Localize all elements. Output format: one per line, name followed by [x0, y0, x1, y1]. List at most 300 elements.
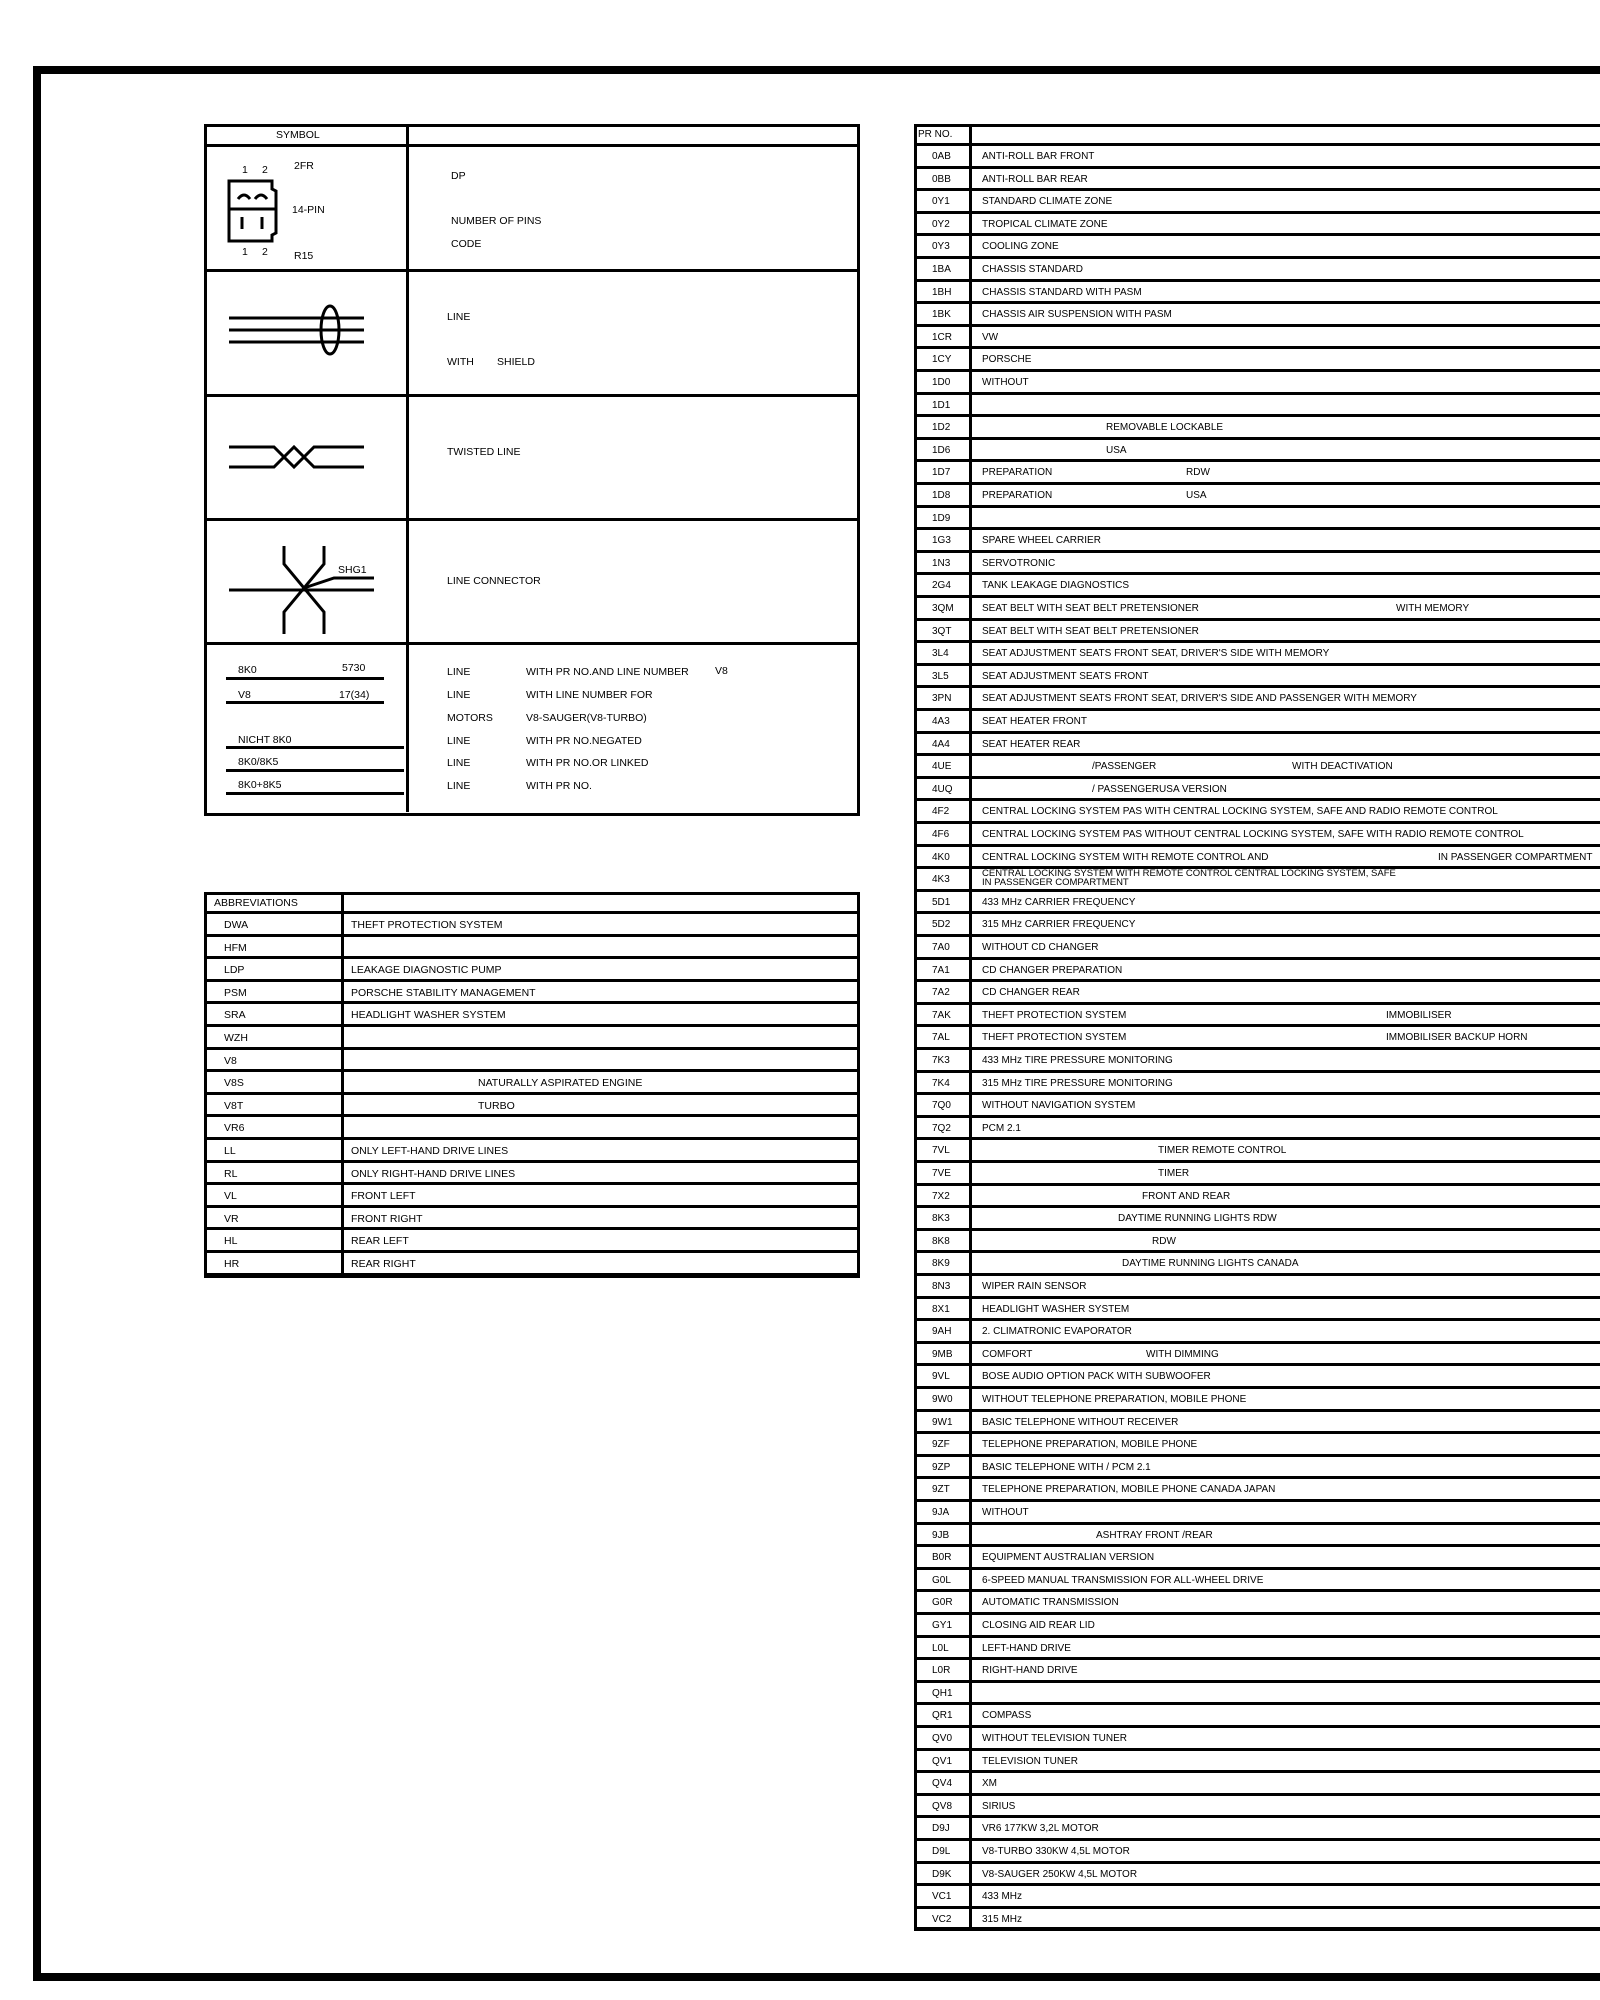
- pr-description: CHASSIS STANDARD WITH PASM: [982, 286, 1142, 298]
- pr-code: QV0: [932, 1733, 953, 1744]
- pr-description: 433 MHz: [982, 1891, 1023, 1903]
- connector-code-bottom: R15: [294, 250, 314, 262]
- connector-desc: CODE: [451, 238, 482, 250]
- pr-row: [914, 711, 1600, 734]
- abbreviation-row: [204, 1072, 860, 1095]
- pr-code: 4K3: [932, 874, 950, 886]
- pr-line-desc: LINE: [447, 780, 471, 792]
- pr-line-desc: MOTORS: [447, 712, 493, 724]
- pr-row: [914, 1163, 1600, 1186]
- pr-code: 4K0: [932, 851, 950, 863]
- pin-label: 1: [242, 246, 248, 258]
- pr-row: [914, 960, 1600, 983]
- pr-code: VC2: [932, 1913, 952, 1925]
- pr-code: D9L: [932, 1846, 951, 1857]
- pr-row: [914, 191, 1600, 214]
- abbreviation-code: HL: [224, 1235, 238, 1248]
- pr-description: WITHOUT CD CHANGER: [982, 942, 1099, 953]
- abbreviation-code: V8T: [224, 1099, 244, 1112]
- abbreviation-code: HFM: [224, 941, 247, 954]
- pr-description: CD CHANGER PREPARATION: [982, 964, 1123, 976]
- pr-code: 1D1: [932, 399, 951, 411]
- pr-row: [914, 1547, 1600, 1570]
- pr-code: 7X2: [932, 1190, 950, 1202]
- abbreviation-row: [204, 1230, 860, 1253]
- pr-code: 3L5: [932, 670, 949, 682]
- pr-row: [914, 259, 1600, 282]
- pr-code: G0R: [932, 1597, 953, 1609]
- abbreviation-code: DWA: [224, 919, 249, 931]
- pr-line-sample: [226, 746, 404, 749]
- pr-code: 9VL: [932, 1371, 950, 1383]
- pr-description: ANTI-ROLL BAR REAR: [982, 173, 1088, 185]
- shield-desc: LINE: [447, 311, 471, 323]
- abbreviation-code: V8S: [224, 1077, 244, 1090]
- pr-code: 1N3: [932, 557, 951, 569]
- pr-code: 1D8: [932, 490, 951, 501]
- abbreviation-description: ONLY LEFT-HAND DRIVE LINES: [351, 1145, 509, 1157]
- pr-description: PCM 2.1: [982, 1122, 1021, 1134]
- pr-code: 4F6: [932, 829, 950, 840]
- pr-code: 7A0: [932, 942, 950, 953]
- pr-code: 7Q2: [932, 1122, 951, 1134]
- pr-description: SEAT ADJUSTMENT SEATS FRONT: [982, 670, 1149, 682]
- twisted-line-icon: [224, 432, 364, 482]
- pr-line-desc: LINE: [447, 689, 471, 701]
- abbreviation-code: HR: [224, 1258, 240, 1270]
- pr-row: [914, 327, 1600, 350]
- pr-row: [914, 1818, 1600, 1841]
- pr-row: [914, 575, 1600, 598]
- pr-description: VR6 177KW 3,2L MOTOR: [982, 1823, 1099, 1835]
- pr-description-extra: IN PASSENGER COMPARTMENT: [1438, 851, 1593, 863]
- shield-desc: WITH: [447, 356, 474, 368]
- pr-description: CHASSIS STANDARD: [982, 264, 1083, 275]
- pr-table-header: PR NO.: [918, 129, 953, 140]
- pr-description: CLOSING AID REAR LID: [982, 1620, 1095, 1631]
- pr-description: THEFT PROTECTION SYSTEM: [982, 1009, 1127, 1021]
- pr-row: [914, 621, 1600, 644]
- pr-description: 2. CLIMATRONIC EVAPORATOR: [982, 1326, 1132, 1338]
- line-connector-icon: [224, 542, 384, 640]
- pr-code: 9ZT: [932, 1484, 950, 1496]
- pr-code: 7A2: [932, 987, 950, 999]
- pr-description-extra: WITH DEACTIVATION: [1292, 761, 1393, 773]
- pr-row: [914, 1502, 1600, 1525]
- pr-description: IN PASSENGER COMPARTMENT: [982, 877, 1129, 889]
- pr-code: VC1: [932, 1891, 952, 1903]
- pr-description-extra: RDW: [1186, 467, 1210, 479]
- abbreviation-description: LEAKAGE DIAGNOSTIC PUMP: [351, 964, 502, 977]
- pr-code: 7K4: [932, 1077, 950, 1089]
- pr-description: 6-SPEED MANUAL TRANSMISSION FOR ALL-WHEEL DRIVE: [982, 1574, 1264, 1586]
- pr-code: 5D2: [932, 919, 951, 931]
- pr-description: PORSCHE: [982, 354, 1032, 366]
- pr-row: [914, 643, 1600, 666]
- pr-description: THEFT PROTECTION SYSTEM: [982, 1032, 1127, 1044]
- pr-code: G0L: [932, 1574, 951, 1586]
- pin-label: 2: [262, 246, 268, 258]
- connector-pin-count: 14-PIN: [292, 204, 325, 216]
- pr-description: WITHOUT: [982, 1507, 1029, 1518]
- pr-row: [914, 1344, 1600, 1367]
- pr-code: 8K9: [932, 1258, 950, 1270]
- pr-row: [914, 1705, 1600, 1728]
- abbreviation-row: [204, 1095, 860, 1118]
- pr-description: CENTRAL LOCKING SYSTEM PAS WITH CENTRAL LOCKING SYSTEM, SAFE AND RADIO REMOTE CONTROL: [982, 806, 1498, 818]
- pr-description-extra: TIMER REMOTE CONTROL: [1158, 1145, 1287, 1157]
- pr-code: 0Y2: [932, 218, 950, 230]
- pr-description-extra: REMOVABLE LOCKABLE: [1106, 422, 1224, 434]
- pr-row: [914, 1050, 1600, 1073]
- connector-desc: NUMBER OF PINS: [451, 215, 542, 227]
- abbreviation-description: FRONT LEFT: [351, 1190, 416, 1203]
- pin-label: 1: [242, 164, 248, 176]
- line-connector-label: SHG1: [338, 564, 367, 576]
- abbreviation-row: [204, 914, 860, 937]
- pr-row: [914, 530, 1600, 553]
- pr-code: 8K3: [932, 1213, 950, 1225]
- pr-description: VW: [982, 331, 999, 343]
- pr-description: V8-SAUGER 250KW 4,5L MOTOR: [982, 1868, 1138, 1880]
- pr-code: 3QT: [932, 625, 952, 637]
- pr-row: [914, 1434, 1600, 1457]
- pr-row: [914, 1118, 1600, 1141]
- pr-line-desc: V8-SAUGER(V8-TURBO): [526, 712, 647, 724]
- abbreviation-row: [204, 1163, 860, 1186]
- pr-description: SIRIUS: [982, 1800, 1016, 1812]
- pin-label: 2: [262, 164, 268, 176]
- pr-row: [914, 1751, 1600, 1774]
- pr-code: L0R: [932, 1665, 951, 1677]
- pr-row: [914, 508, 1600, 531]
- pr-description-extra: WITH MEMORY: [1396, 603, 1470, 614]
- pr-code: 1CY: [932, 354, 952, 366]
- pr-code: 0AB: [932, 151, 951, 162]
- pr-description: CENTRAL LOCKING SYSTEM WITH REMOTE CONTROL AND: [982, 851, 1269, 863]
- abbreviation-description: NATURALLY ASPIRATED ENGINE: [478, 1077, 643, 1090]
- connector-desc: DP: [451, 170, 466, 182]
- pr-row: [914, 1615, 1600, 1638]
- pr-line-left: 8K0: [238, 664, 257, 676]
- pr-code: 1G3: [932, 535, 951, 547]
- pr-code: 1D0: [932, 377, 951, 388]
- pr-row: [914, 869, 1600, 892]
- pr-line-desc: WITH PR NO.AND LINE NUMBER: [526, 666, 689, 678]
- pr-code: 1BA: [932, 264, 951, 275]
- abbreviation-row: [204, 1253, 860, 1276]
- pr-description: SEAT BELT WITH SEAT BELT PRETENSIONER: [982, 603, 1199, 614]
- pr-row: [914, 282, 1600, 305]
- pr-code: 4A3: [932, 716, 950, 727]
- pr-line-sample: [226, 792, 404, 795]
- pr-code: L0L: [932, 1642, 949, 1654]
- abbreviation-code: LL: [224, 1145, 236, 1157]
- pr-row: [914, 1683, 1600, 1706]
- pr-description-extra: /PASSENGER: [1092, 761, 1157, 773]
- pr-line-left: 8K0/8K5: [238, 756, 279, 768]
- pr-description: PREPARATION: [982, 467, 1053, 479]
- pr-code: 4A4: [932, 738, 950, 750]
- abbreviation-description: HEADLIGHT WASHER SYSTEM: [351, 1009, 506, 1022]
- pr-code: 7Q0: [932, 1100, 951, 1112]
- pr-description-extra: USA: [1106, 444, 1127, 456]
- abbreviation-row: [204, 1140, 860, 1163]
- pr-line-right: 5730: [342, 662, 366, 674]
- pr-description: CENTRAL LOCKING SYSTEM PAS WITHOUT CENTRAL LOCKING SYSTEM, SAFE WITH RADIO REMOTE CONTROL: [982, 829, 1524, 840]
- pr-description: STANDARD CLIMATE ZONE: [982, 196, 1113, 208]
- pr-row: [914, 485, 1600, 508]
- pr-description: CENTRAL LOCKING SYSTEM WITH REMOTE CONTROL CENTRAL LOCKING SYSTEM, SAFE: [982, 868, 1396, 880]
- abbreviation-code: VR: [224, 1212, 239, 1225]
- abbreviations-header: ABBREVIATIONS: [214, 897, 298, 909]
- pr-description: SEAT ADJUSTMENT SEATS FRONT SEAT, DRIVER'S SIDE AND PASSENGER WITH MEMORY: [982, 693, 1417, 705]
- abbreviation-code: LDP: [224, 964, 245, 977]
- pr-row: [914, 756, 1600, 779]
- pr-code: QR1: [932, 1710, 953, 1722]
- pr-row: [914, 236, 1600, 259]
- pr-row: [914, 1140, 1600, 1163]
- pr-code: QH1: [932, 1687, 953, 1699]
- abbreviation-description: THEFT PROTECTION SYSTEM: [351, 919, 503, 931]
- pr-code: 1D6: [932, 444, 951, 456]
- pr-row: [914, 417, 1600, 440]
- pr-code: 3QM: [932, 603, 954, 614]
- pr-row: [914, 1796, 1600, 1819]
- pr-code: GY1: [932, 1620, 953, 1631]
- pr-description: WITHOUT: [982, 377, 1029, 388]
- pr-description: COMPASS: [982, 1710, 1032, 1722]
- abbreviation-code: WZH: [224, 1032, 248, 1044]
- pr-row: [914, 892, 1600, 915]
- symbol-row-line: [204, 518, 860, 521]
- abbreviation-row: [204, 1208, 860, 1231]
- pr-row: [914, 1186, 1600, 1209]
- pr-row: [914, 1841, 1600, 1864]
- pr-code: 9ZF: [932, 1439, 950, 1451]
- pr-code: 8K8: [932, 1235, 950, 1247]
- pr-code: 1BH: [932, 286, 952, 298]
- abbreviation-code: RL: [224, 1167, 238, 1180]
- abbreviation-code: SRA: [224, 1009, 246, 1022]
- pr-description: 315 MHz: [982, 1913, 1023, 1925]
- pr-code: 0BB: [932, 173, 951, 185]
- pr-row: [914, 982, 1600, 1005]
- pr-description: AUTOMATIC TRANSMISSION: [982, 1597, 1119, 1609]
- pr-code: 1BK: [932, 309, 951, 321]
- pr-row: [914, 1321, 1600, 1344]
- pr-row: [914, 1027, 1600, 1050]
- pr-code: 8N3: [932, 1281, 951, 1292]
- pr-code: 7A1: [932, 964, 950, 976]
- pr-code: 3PN: [932, 693, 952, 705]
- pr-row: [914, 1299, 1600, 1322]
- pr-row: [914, 169, 1600, 192]
- pr-line-sample: [226, 677, 384, 680]
- pr-row: [914, 349, 1600, 372]
- pr-description: BASIC TELEPHONE WITH / PCM 2.1: [982, 1461, 1151, 1473]
- pr-line-desc: LINE: [447, 735, 471, 747]
- pr-code: 4F2: [932, 806, 950, 818]
- pr-row: [914, 914, 1600, 937]
- pr-row: [914, 1886, 1600, 1909]
- pr-description: HEADLIGHT WASHER SYSTEM: [982, 1303, 1130, 1315]
- abbreviation-code: PSM: [224, 986, 247, 999]
- pr-description: 315 MHz TIRE PRESSURE MONITORING: [982, 1077, 1173, 1089]
- pr-code: 1D9: [932, 512, 951, 524]
- pr-description: WITHOUT TELEVISION TUNER: [982, 1733, 1128, 1744]
- pr-code: 0Y1: [932, 196, 950, 208]
- abbreviation-row: [204, 937, 860, 960]
- pr-code: 4UQ: [932, 783, 953, 795]
- pr-row: [914, 1253, 1600, 1276]
- pr-row: [914, 214, 1600, 237]
- pr-row: [914, 824, 1600, 847]
- pr-row: [914, 847, 1600, 870]
- pr-description: WIPER RAIN SENSOR: [982, 1281, 1087, 1292]
- pr-line-desc: WITH PR NO.: [526, 780, 592, 792]
- abbreviation-description: TURBO: [478, 1099, 515, 1112]
- pr-description: TELEPHONE PREPARATION, MOBILE PHONE CANADA JAPAN: [982, 1484, 1276, 1496]
- pr-row: [914, 1773, 1600, 1796]
- pr-code: 9W0: [932, 1394, 953, 1405]
- pr-line-sample: [226, 769, 404, 772]
- abbreviation-code: V8: [224, 1054, 237, 1067]
- pr-row: [914, 1728, 1600, 1751]
- pr-description-extra: DAYTIME RUNNING LIGHTS CANADA: [1122, 1258, 1299, 1270]
- abbreviation-code: VR6: [224, 1122, 245, 1135]
- pr-row: [914, 1412, 1600, 1435]
- pr-code: 0Y3: [932, 241, 950, 253]
- symbol-row-line: [204, 269, 860, 272]
- pr-code: QV8: [932, 1800, 953, 1812]
- pr-row: [914, 304, 1600, 327]
- pr-row: [914, 666, 1600, 689]
- pr-line-desc: WITH PR NO.NEGATED: [526, 735, 642, 747]
- pr-description: TELEVISION TUNER: [982, 1755, 1078, 1767]
- pr-description-extra: / PASSENGERUSA VERSION: [1092, 783, 1227, 795]
- pr-code: 9AH: [932, 1326, 952, 1338]
- symbol-table: [204, 124, 860, 814]
- pr-description-extra: IMMOBILISER: [1386, 1009, 1452, 1021]
- pr-row: [914, 1909, 1600, 1932]
- symbol-header-line: [204, 144, 860, 147]
- pr-row: [914, 440, 1600, 463]
- symbol-row-line: [204, 642, 860, 645]
- pr-row: [914, 779, 1600, 802]
- pr-code: 9W1: [932, 1416, 953, 1428]
- pr-line-desc: WITH LINE NUMBER FOR: [526, 689, 653, 701]
- pr-line-desc: WITH PR NO.OR LINKED: [526, 757, 649, 769]
- pr-code: D9K: [932, 1868, 952, 1880]
- pr-row: [914, 1231, 1600, 1254]
- line-connector-desc: LINE CONNECTOR: [447, 575, 541, 587]
- pr-code: 3L4: [932, 648, 949, 660]
- connector-code-top: 2FR: [294, 160, 314, 172]
- pr-row: [914, 1570, 1600, 1593]
- pr-row: [914, 1525, 1600, 1548]
- twisted-desc: TWISTED LINE: [447, 446, 521, 458]
- pr-line-right: 17(34): [339, 689, 370, 701]
- pr-code: 7VE: [932, 1168, 951, 1179]
- pr-description: CD CHANGER REAR: [982, 987, 1080, 999]
- pr-description: ANTI-ROLL BAR FRONT: [982, 151, 1095, 162]
- pr-row: [914, 1208, 1600, 1231]
- abbreviation-description: PORSCHE STABILITY MANAGEMENT: [351, 986, 536, 999]
- pr-row: [914, 553, 1600, 576]
- pr-description: BOSE AUDIO OPTION PACK WITH SUBWOOFER: [982, 1371, 1211, 1383]
- pr-description: COOLING ZONE: [982, 241, 1059, 253]
- pr-code: QV4: [932, 1778, 953, 1790]
- symbol-header: SYMBOL: [276, 129, 320, 141]
- pr-description: SEAT ADJUSTMENT SEATS FRONT SEAT, DRIVER'S SIDE WITH MEMORY: [982, 648, 1330, 660]
- pr-description: XM: [982, 1778, 997, 1790]
- row-divider: [204, 1273, 860, 1276]
- pr-row: [914, 1864, 1600, 1887]
- pr-description: RIGHT-HAND DRIVE: [982, 1665, 1078, 1677]
- abbreviation-description: REAR RIGHT: [351, 1258, 416, 1270]
- pr-description: SPARE WHEEL CARRIER: [982, 535, 1101, 547]
- pr-row: [914, 1592, 1600, 1615]
- abbreviation-row: [204, 959, 860, 982]
- pr-description: COMFORT: [982, 1348, 1033, 1360]
- pr-line-desc: V8: [715, 665, 728, 677]
- pr-row: [914, 1005, 1600, 1028]
- pr-description: WITHOUT TELEPHONE PREPARATION, MOBILE PHONE: [982, 1394, 1247, 1405]
- pr-description: 315 MHz CARRIER FREQUENCY: [982, 919, 1136, 931]
- abbreviation-description: FRONT RIGHT: [351, 1212, 423, 1225]
- symbol-table-divider: [406, 124, 409, 812]
- pr-description: SEAT HEATER REAR: [982, 738, 1081, 750]
- pr-code: 7AK: [932, 1009, 951, 1021]
- pr-code: 5D1: [932, 896, 951, 908]
- pr-row: [914, 1095, 1600, 1118]
- pr-description: 433 MHz TIRE PRESSURE MONITORING: [982, 1055, 1173, 1066]
- abbreviation-row: [204, 1185, 860, 1208]
- abbreviation-row: [204, 1050, 860, 1073]
- connector-icon: [224, 179, 284, 244]
- pr-description: SEAT BELT WITH SEAT BELT PRETENSIONER: [982, 625, 1199, 637]
- pr-code: 9JB: [932, 1529, 950, 1541]
- pr-description-extra: FRONT AND REAR: [1142, 1190, 1231, 1202]
- pr-row: [914, 734, 1600, 757]
- pr-description-extra: USA: [1186, 490, 1207, 501]
- pr-row: [914, 1073, 1600, 1096]
- abbreviation-description: ONLY RIGHT-HAND DRIVE LINES: [351, 1167, 516, 1180]
- pr-description: TANK LEAKAGE DIAGNOSTICS: [982, 580, 1130, 592]
- pr-description: CHASSIS AIR SUSPENSION WITH PASM: [982, 309, 1172, 321]
- pr-description-extra: ASHTRAY FRONT /REAR: [1096, 1529, 1213, 1541]
- pr-code: QV1: [932, 1755, 953, 1767]
- pr-description-extra: IMMOBILISER BACKUP HORN: [1386, 1032, 1528, 1044]
- shielded-line-icon: [224, 302, 364, 362]
- pr-description: EQUIPMENT AUSTRALIAN VERSION: [982, 1552, 1155, 1564]
- abbreviation-row: [204, 1004, 860, 1027]
- abbreviation-row: [204, 1117, 860, 1140]
- pr-row: [914, 372, 1600, 395]
- pr-code: 9JA: [932, 1507, 950, 1518]
- pr-row: [914, 801, 1600, 824]
- pr-description-extra: TIMER: [1158, 1168, 1190, 1179]
- pr-line-desc: LINE: [447, 757, 471, 769]
- shield-desc: SHIELD: [497, 356, 535, 368]
- pr-row: [914, 598, 1600, 621]
- pr-row: [914, 1660, 1600, 1683]
- pr-code: 7K3: [932, 1055, 950, 1066]
- pr-description: TROPICAL CLIMATE ZONE: [982, 218, 1108, 230]
- pr-description: 433 MHz CARRIER FREQUENCY: [982, 896, 1136, 908]
- pr-line-sample: [226, 701, 384, 704]
